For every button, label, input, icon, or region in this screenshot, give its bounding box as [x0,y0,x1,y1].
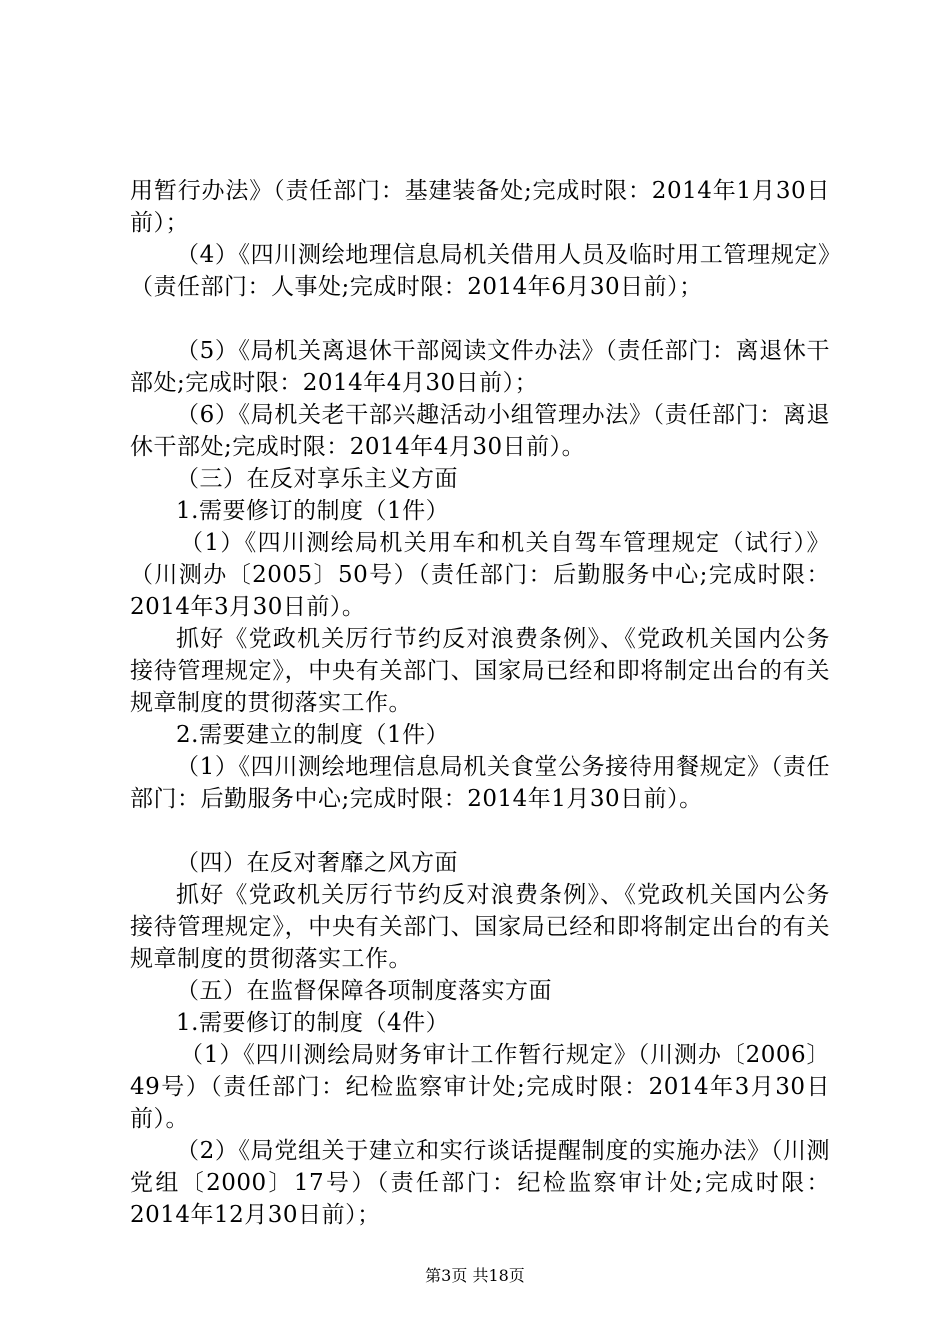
paragraph-item-vehicle: （1）《四川测绘局机关用车和机关自驾车管理规定（试行）》（川测办〔2005〕50号）（责任部门：后勤服务中心;完成时限：2014年3月30日前）。 [130,530,830,620]
paragraph-item-audit: （1）《四川测绘局财务审计工作暂行规定》（川测办〔2006〕49号）（责任部门：纪检监察审计处;完成时限：2014年3月30日前）。 [130,1042,830,1132]
paragraph-gap [130,815,830,847]
paragraph-implementation-1: 抓好《党政机关厉行节约反对浪费条例》、《党政机关国内公务接待管理规定》，中央有关部门、国家局已经和即将制定出台的有关规章制度的贯彻落实工作。 [130,626,830,716]
section-heading-3: （三）在反对享乐主义方面 [176,466,458,492]
paragraph-continued-item: 用暂行办法》（责任部门：基建装备处;完成时限：2014年1月30日前）； [130,178,830,236]
section-heading-4: （四）在反对奢靡之风方面 [176,850,458,876]
section-heading-5: （五）在监督保障各项制度落实方面 [176,978,552,1004]
paragraph-item-5: （5）《局机关离退休干部阅读文件办法》（责任部门：离退休干部处;完成时限：2014年4月30日前）； [130,338,830,396]
paragraph-item-canteen: （1）《四川测绘地理信息局机关食堂公务接待用餐规定》（责任部门：后勤服务中心;完成时限：2014年1月30日前）。 [130,754,830,812]
paragraph-item-reminder: （2）《局党组关于建立和实行谈话提醒制度的实施办法》（川测党组〔2000〕17号）（责任部门：纪检监察审计处;完成时限：2014年12月30日前）； [130,1138,830,1228]
subheading-establish: 2.需要建立的制度（1件） [176,722,450,748]
page-number-footer: 第3页 共18页 [425,1266,525,1285]
subheading-revise-1: 1.需要修订的制度（1件） [176,498,450,524]
subheading-revise-4: 1.需要修订的制度（4件） [176,1010,450,1036]
paragraph-implementation-2: 抓好《党政机关厉行节约反对浪费条例》、《党政机关国内公务接待管理规定》，中央有关部门、国家局已经和即将制定出台的有关规章制度的贯彻落实工作。 [130,882,830,972]
paragraph-item-6: （6）《局机关老干部兴趣活动小组管理办法》（责任部门：离退休干部处;完成时限：2014年4月30日前）。 [130,402,830,460]
paragraph-gap [130,303,830,335]
document-body [130,175,830,1231]
paragraph-item-4: （4）《四川测绘地理信息局机关借用人员及临时用工管理规定》（责任部门：人事处;完成时限：2014年6月30日前）； [130,242,830,300]
